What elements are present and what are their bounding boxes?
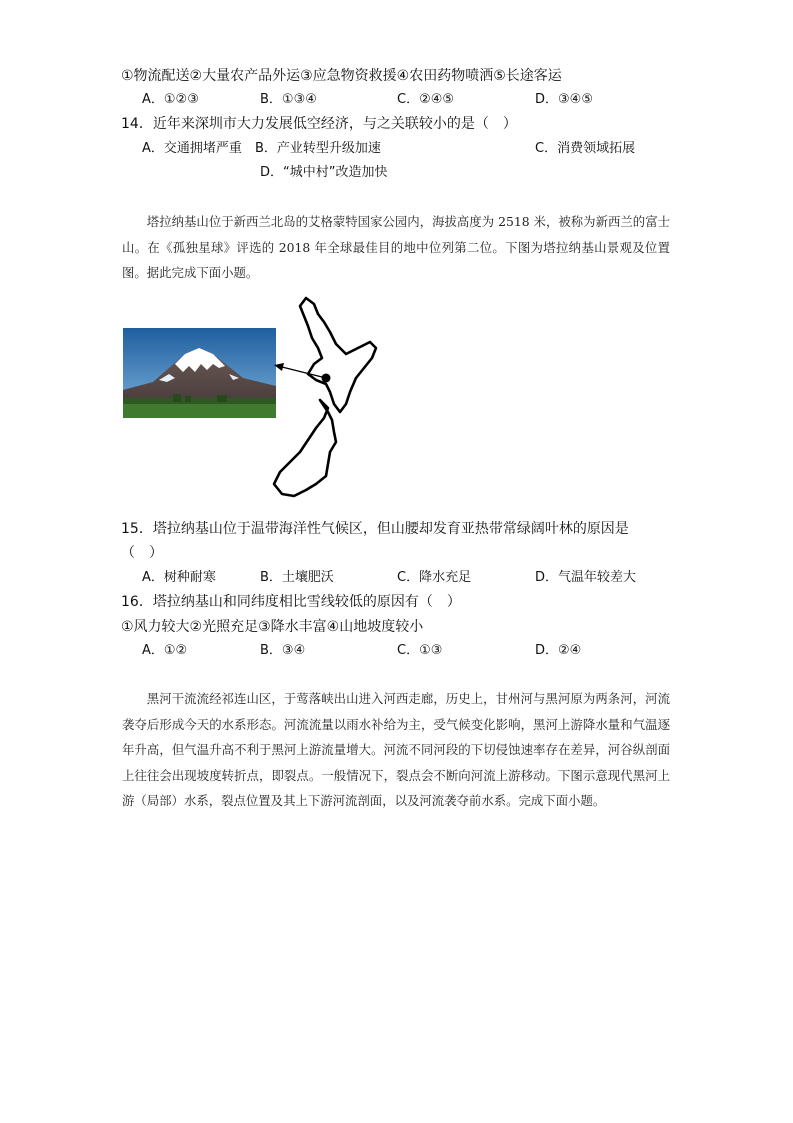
- arrowhead-icon: [274, 363, 284, 371]
- q16-option-a: A．①②: [142, 643, 188, 658]
- q16-stem: 16．塔拉纳基山和同纬度相比雪线较低的原因有（ ）: [121, 594, 461, 610]
- passage-heihe: 黑河干流流经祁连山区，于莺落峡出山进入河西走廊，历史上，甘州河与黑河原为两条河，河流袭夺后形成今天的水系形态。河流流量以雨水补给为主，受气候变化影响，黑河上游降水量和气温逐年升高，但气温升高不利于黑河上游流量增大。河流不同河段的下切侵蚀速率存在差异，河谷纵剖面上往往会出现坡度转折点，即裂点。一般情况下，裂点会不断向河流上游移动。下图示意现代黑河上游（局部）水系，裂点位置及其上下游河流剖面，以及河流袭夺前水系。完成下面小题。: [122, 691, 670, 808]
- q13-option-c: C．②④⑤: [397, 92, 455, 107]
- q16-option-b: B．③④: [260, 643, 306, 658]
- q15-option-c: C．降水充足: [397, 570, 472, 585]
- q14-option-d: D．“城中村”改造加快: [260, 165, 388, 180]
- taranaki-photo-graphic: [123, 328, 276, 418]
- q16-substem: ①风力较大②光照充足③降水丰富④山地坡度较小: [121, 619, 424, 635]
- q13-option-b: B．①③④: [260, 92, 317, 107]
- north-island-outline: [300, 298, 376, 412]
- q15-option-a: A．树种耐寒: [142, 570, 216, 585]
- q15-stem-line2: （ ）: [121, 545, 163, 561]
- q14-option-b: B．产业转型升级加速: [255, 141, 381, 156]
- q14-option-a: A．交通拥堵严重: [142, 141, 242, 156]
- taranaki-photo: [123, 328, 276, 418]
- q13-option-d: D．③④⑤: [535, 92, 593, 107]
- q16-option-d: D．②④: [535, 643, 582, 658]
- south-island-outline: [274, 400, 336, 496]
- passage-taranaki: 塔拉纳基山位于新西兰北岛的艾格蒙特国家公园内，海拔高度为 2518 米，被称为新西兰的富士山。在《孤独星球》评选的 2018 年全球最佳目的地中位列第二位。下图为塔拉纳基山景观及位置图。据此完成下面小题。: [122, 214, 670, 280]
- q14-stem: 14．近年来深圳市大力发展低空经济，与之关联较小的是（ ）: [121, 116, 517, 132]
- q16-option-c: C．①③: [397, 643, 443, 658]
- new-zealand-map: [272, 292, 412, 514]
- q13-option-a: A．①②③: [142, 92, 199, 107]
- q15-stem-line1: 15．塔拉纳基山位于温带海洋性气候区，但山腰却发育亚热带常绿阔叶林的原因是: [121, 521, 629, 537]
- q15-option-d: D．气温年较差大: [535, 570, 637, 585]
- q15-option-b: B．土壤肥沃: [260, 570, 334, 585]
- taranaki-location-dot: [322, 374, 331, 383]
- location-arrow: [278, 366, 322, 377]
- q13-stem: ①物流配送②大量农产品外运③应急物资救援④农田药物喷洒⑤长途客运: [121, 68, 562, 84]
- q14-option-c: C．消费领域拓展: [535, 141, 636, 156]
